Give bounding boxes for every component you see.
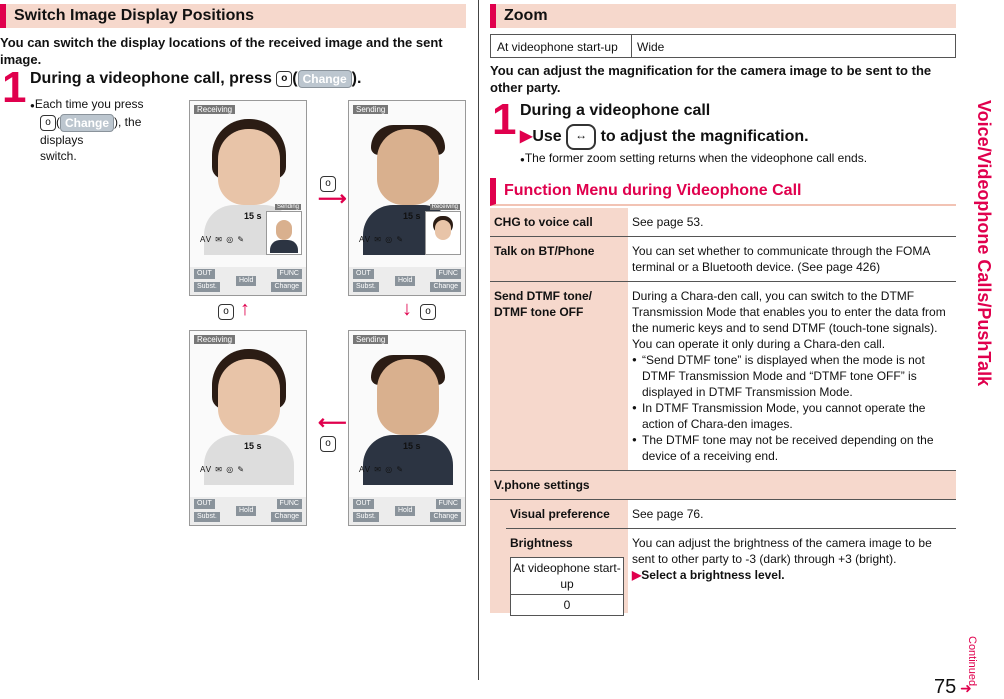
face-shape	[377, 129, 439, 205]
brightness-action-text: Select a brightness level.	[641, 568, 785, 582]
menu-row-value	[628, 282, 956, 470]
screen-tag: Receiving	[194, 105, 235, 114]
soft-change: Change	[430, 512, 461, 522]
vphone-indent	[490, 500, 506, 613]
brightness-action	[632, 567, 952, 583]
menu-row	[490, 237, 956, 282]
status-icons: AV ✉ ◎ ✎	[200, 235, 246, 244]
step-text-main: During a videophone call, press	[30, 70, 272, 88]
section-title-zoom	[490, 4, 956, 28]
camera-key-icon: o	[218, 304, 234, 320]
soft-subst: Subst.	[194, 282, 220, 292]
section-title-text: Switch Image Display Positions	[14, 7, 255, 24]
call-timer: 15 s	[403, 211, 421, 221]
side-chapter-title	[968, 100, 998, 390]
menu-row-value: You can set whether to communicate through the FOMA terminal or a Bluetooth device. (See page 426)	[632, 244, 930, 274]
intro-text: You can switch the display locations of the received image and the sent image.	[0, 35, 443, 67]
camera-key-icon: o	[320, 436, 336, 452]
dtmf-bullet: ● The DTMF tone may not be received depending on the device of a receiving end.	[632, 432, 952, 464]
arrow-left-icon: ⟵	[318, 412, 347, 434]
face-shape	[377, 359, 439, 435]
brightness-label: Brightness	[510, 536, 573, 550]
zoom-default-table	[490, 34, 956, 58]
sub-row	[506, 529, 956, 613]
step-number: 1	[2, 63, 27, 112]
soft-hold: Hold	[236, 276, 256, 286]
sub-row-value: See page 76.	[632, 507, 704, 521]
change-softkey-icon: Change	[60, 114, 114, 132]
zoom-step-line1: During a videophone call	[520, 102, 711, 119]
brightness-description: You can adjust the brightness of the camera image to be sent to other party to -3 (dark) through +3 (bright).	[632, 536, 932, 566]
continued-text: Continued	[966, 636, 978, 687]
menu-row	[490, 282, 956, 471]
soft-func: FUNC	[436, 269, 461, 279]
zoom-note-text: The former zoom setting returns when the videophone call ends.	[524, 151, 868, 165]
soft-subst: Subst.	[194, 512, 220, 522]
sub-face-shape	[435, 220, 451, 240]
note-paren: (	[56, 115, 60, 130]
soft-change: Change	[271, 512, 302, 522]
sub-image	[266, 204, 302, 255]
soft-subst: Subst.	[353, 512, 379, 522]
nav-key-icon: ↔	[566, 124, 596, 150]
phone-screen-sending-2	[348, 330, 466, 526]
sub-body-shape	[270, 240, 298, 253]
paren-close: ).	[351, 70, 362, 88]
soft-func: FUNC	[436, 499, 461, 509]
status-icons: AV ✉ ◎ ✎	[359, 235, 405, 244]
brightness-box-value: 0	[563, 598, 571, 612]
arrow-down-icon: ↓	[402, 298, 412, 320]
side-title-text: Voice/Videophone Calls/PushTalk	[974, 100, 994, 387]
zoom-step-note: ●The former zoom setting returns when the videophone call ends.	[520, 151, 868, 165]
section-title-function-menu	[490, 178, 956, 206]
menu-row-value: See page 53.	[632, 215, 704, 229]
dtmf-bullets	[632, 352, 952, 464]
zoom-title-text: Zoom	[504, 7, 548, 24]
screen-tag: Sending	[353, 335, 388, 344]
dtmf-description: During a Chara-den call, you can switch to the DTMF Transmission Mode that enables you to enter the data from the numeric keys and to send DTMF (touch-tone signals). You can operate it only during a Chara-den call.	[632, 289, 946, 351]
func-title-text: Function Menu during Videophone Call	[504, 182, 802, 199]
face-shape	[218, 359, 280, 435]
camera-key-icon: o	[276, 71, 292, 87]
call-timer: 15 s	[403, 441, 421, 451]
soft-func: FUNC	[277, 269, 302, 279]
sub-row-key: Visual preference	[506, 500, 628, 528]
note-line3: switch.	[40, 149, 77, 163]
soft-change: Change	[430, 282, 461, 292]
phone-screen-receiving-1	[189, 100, 307, 296]
phone-screen-receiving-2	[189, 330, 307, 526]
dtmf-bullet: ● “Send DTMF tone” is displayed when the mode is not DTMF Transmission Mode and “DTMF tone OFF” is displayed in DTMF Transmission Mode.	[632, 352, 952, 400]
soft-hold: Hold	[236, 506, 256, 516]
note-line1: Each time you press	[34, 97, 144, 111]
arrow-up-icon: ↑	[240, 298, 250, 320]
camera-key-icon: o	[40, 115, 56, 131]
call-timer: 15 s	[244, 441, 262, 451]
sub-face-shape	[276, 220, 292, 240]
dtmf-bullet: ● In DTMF Transmission Mode, you cannot operate the action of Chara-den images.	[632, 400, 952, 432]
step-arrow-icon: ▶	[520, 128, 533, 146]
zoom-intro: You can adjust the magnification for the camera image to be sent to the other party.	[490, 63, 932, 95]
softkey-row	[349, 267, 465, 295]
soft-out: OUT	[194, 269, 215, 279]
soft-out: OUT	[353, 499, 374, 509]
sub-row-value	[628, 529, 956, 613]
call-timer: 15 s	[244, 211, 262, 221]
menu-row-key: CHG to voice call	[490, 208, 628, 236]
soft-func: FUNC	[277, 499, 302, 509]
soft-out: OUT	[194, 499, 215, 509]
menu-row	[490, 208, 956, 237]
zoom-step-line2	[520, 124, 809, 150]
face-shape	[218, 129, 280, 205]
soft-hold: Hold	[395, 506, 415, 516]
column-divider	[478, 0, 479, 680]
sub-row-key	[506, 529, 628, 613]
status-icons: AV ✉ ◎ ✎	[359, 465, 405, 474]
vphone-sub-rows	[506, 500, 956, 613]
step-arrow-icon: ▶	[632, 568, 642, 582]
soft-hold: Hold	[395, 276, 415, 286]
sub-tag: Sending	[276, 204, 299, 210]
screen-tag: Receiving	[194, 335, 235, 344]
zoom-table-value: Wide	[637, 40, 665, 54]
note-line2: ), the displays	[40, 115, 142, 147]
continued-arrow-icon: ➜	[960, 680, 972, 696]
sub-row	[506, 500, 956, 529]
section-title-switch	[0, 4, 466, 28]
softkey-row	[190, 497, 306, 525]
camera-key-icon: o	[420, 304, 436, 320]
soft-subst: Subst.	[353, 282, 379, 292]
zoom-step-number: 1	[492, 95, 517, 144]
screen-tag: Sending	[353, 105, 388, 114]
soft-change: Change	[271, 282, 302, 292]
arrow-right-icon: ⟶	[318, 188, 347, 210]
phone-screen-sending-1	[348, 100, 466, 296]
softkey-row	[349, 497, 465, 525]
menu-row-key: Send DTMF tone/ DTMF tone OFF	[490, 282, 628, 470]
vphone-settings-label: V.phone settings	[490, 471, 956, 500]
softkey-row	[190, 267, 306, 295]
soft-out: OUT	[353, 269, 374, 279]
zoom-table-divider	[631, 35, 632, 57]
brightness-default-box	[510, 557, 624, 616]
sub-image	[425, 204, 461, 255]
step-note: ●Each time you press o ( Change ), the displays switch.	[30, 96, 180, 164]
brightness-box-key: At videophone start-up	[511, 558, 623, 595]
step-line2-post: to adjust the magnification.	[600, 128, 809, 146]
vphone-subtable	[490, 500, 956, 613]
paren-open: (	[292, 70, 298, 88]
function-menu-table	[490, 208, 956, 613]
menu-row-key: Talk on BT/Phone	[490, 237, 628, 281]
page-number: 75	[934, 676, 957, 698]
step-line2-pre: Use	[532, 128, 562, 146]
sub-tag: Receiving	[431, 204, 458, 210]
change-softkey-icon: Change	[298, 70, 352, 88]
camera-key-icon: o	[320, 176, 336, 192]
zoom-table-key: At videophone start-up	[497, 40, 618, 54]
step-text	[30, 70, 361, 88]
status-icons: AV ✉ ◎ ✎	[200, 465, 246, 474]
